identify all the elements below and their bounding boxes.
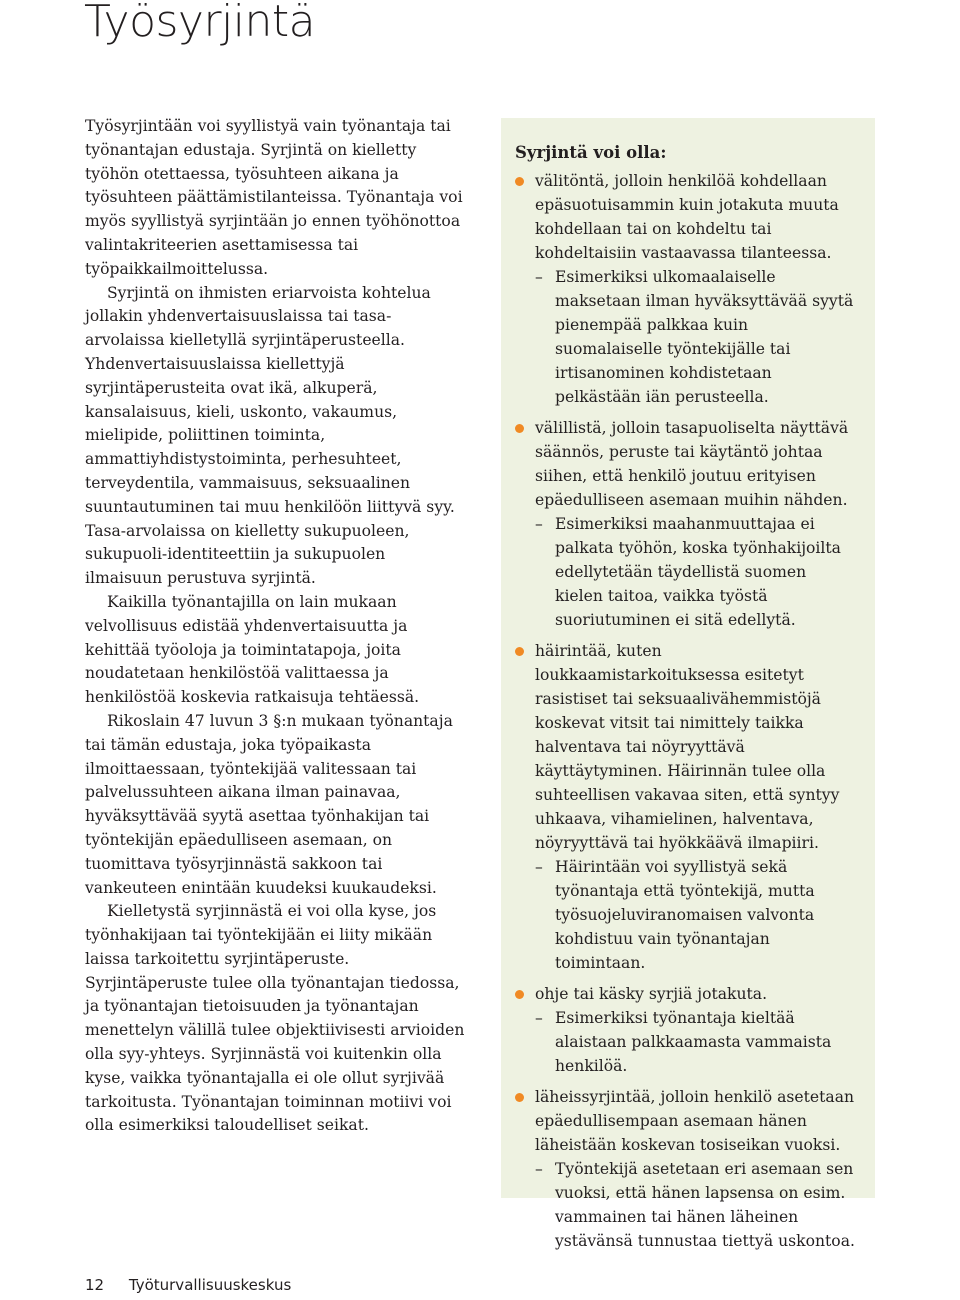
example-list [535,1006,859,1078]
example-list [535,512,859,632]
example-item [535,1157,859,1253]
example-list [535,855,859,975]
dash-icon: – [535,858,543,876]
dash-icon: – [535,1160,543,1178]
dash-icon: – [535,268,543,286]
item-text: läheissyrjintää, jolloin henkilö asetetaan epäedullisempaan asemaan hänen läheistään koskevan tosiseikan vuoksi. [535,1088,855,1154]
example-text: Häirintään voi syyllistyä sekä työnantaja että työntekijä, mutta työsuojeluviranomaisen valvonta kohdistuu vain työnantajan toimintaan. [555,858,815,972]
example-list [535,265,859,409]
example-item [535,512,859,632]
discrimination-type-item [515,639,859,975]
item-text: välillistä, jolloin tasapuoliselta näyttävä säännös, peruste tai käytäntö johtaa siihen, että henkilö joutuu erityisen epäedulliseen asemaan muihin nähden. [535,419,849,509]
example-text: Esimerkiksi työnantaja kieltää alaistaan palkkaamasta vammaista henkilöä. [555,1009,832,1075]
body-paragraph: Kielletystä syrjinnästä ei voi olla kyse, jos työnhakijaan tai työntekijään ei liity mikään laissa tarkoitettu syrjintäperuste. Syrjintäperuste tulee olla työnantajan tiedossa, ja työnantajan tietoisuuden ja työnantajan menettelyn välillä tulee objektiivisesti arvioiden olla syy-yhteys. Syrjinnästä voi kuitenkin olla kyse, vaikka työnantajalla ei ole ollut syrjivää tarkoitusta. Työnantajan toiminnan motiivi voi olla esimerkiksi taloudelliset seikat. [85,902,465,1135]
example-item [535,855,859,975]
example-item [535,265,859,409]
bullet-icon [515,647,524,656]
bullet-icon [515,1093,524,1102]
bullet-icon [515,424,524,433]
discrimination-type-item [515,169,859,409]
body-paragraph: Rikoslain 47 luvun 3 §:n mukaan työnantaja tai tämän edustaja, joka työpaikasta ilmoittaessaan, työntekijää valitessaan tai palvelussuhteen aikana ilman painavaa, hyväksyttävää syytä asettaa työnhakijan tai työntekijän epäedulliseen asemaan, on tuomittava työsyrjinnästä sakkoon tai vankeuteen enintään kuudeksi kuukaudeksi. [85,711,453,897]
body-paragraph: Työsyrjintään voi syyllistyä vain työnantaja tai työnantajan edustaja. Syrjintä on kielletty työhön otettaessa, työsuhteen aikana ja työsuhteen päättämistilanteissa. Työnantaja voi myös syyllistyä syrjintään jo ennen työhönottoa valintakriteerien asettamisessa tai työpaikkailmoittelussa. [85,117,463,278]
discrimination-type-item [515,1085,859,1253]
example-text: Työntekijä asetetaan eri asemaan sen vuoksi, että hänen lapsensa on esim. vammainen tai hänen läheinen ystävänsä tunnustaa tiettyä uskontoa. [555,1160,855,1250]
discrimination-type-item [515,982,859,1078]
publisher-name: Työturvallisuuskeskus [128,1276,292,1294]
page-footer [85,1276,291,1294]
discrimination-types-box [501,118,875,1250]
bullet-icon [515,990,524,999]
item-text: häirintää, kuten loukkaamistarkoituksessa esitetyt rasistiset tai seksuaalivähemmistöjä koskevat vitsit tai nimittely taikka halventava tai nöyryyttävä käyttäytyminen. Häirinnän tulee olla suhteellisen vakavaa siten, että syntyy uhkaava, vihamielinen, halventava, nöyryyttävä tai hyökkäävä ilmapiiri. [535,642,840,852]
dash-icon: – [535,515,543,533]
body-paragraph: Kaikilla työnantajilla on lain mukaan velvollisuus edistää yhdenvertaisuutta ja kehittää työoloja ja toimintatapoja, joita noudatetaan henkilöstöä valittaessa ja henkilöstöä koskevia ratkaisuja tehtäessä. [85,592,420,707]
example-text: Esimerkiksi ulkomaalaiselle maksetaan ilman hyväksyttävää syytä pienempää palkkaa kuin suomalaiselle työntekijälle tai irtisanominen kohdistetaan pelkästään iän perusteella. [555,268,854,406]
sidebar-heading: Syrjintä voi olla: [515,143,667,162]
example-list [535,1157,859,1253]
discrimination-type-item [515,416,859,632]
example-item [535,1006,859,1078]
dash-icon: – [535,1009,543,1027]
body-paragraph: Syrjintä on ihmisten eriarvoista kohtelua jollakin yhdenvertaisuuslaissa tai tasa-arvolaissa kielletyllä syrjintäperusteella. Yhdenvertaisuuslaissa kiellettyjä syrjintäperusteita ovat ikä, alkuperä, kansalaisuus, kieli, uskonto, vakaumus, mielipide, poliittinen toiminta, ammattiyhdistystoiminta, perhesuhteet, terveydentila, vammaisuus, seksuaalinen suuntautuminen tai muu henkilöön liittyvä syy. Tasa-arvolaissa on kielletty sukupuoleen, sukupuoli-identiteettiin ja sukupuolen ilmaisuun perustuva syrjintä. [85,283,455,588]
page-number: 12 [85,1276,105,1294]
bullet-icon [515,177,524,186]
discrimination-type-list [515,169,859,1253]
example-text: Esimerkiksi maahanmuuttajaa ei palkata työhön, koska työnhakijoilta edellytetään täydellistä suomen kielen taitoa, vaikka työstä suoriutuminen ei sitä edellytä. [555,515,841,629]
page-title: Työsyrjintä [84,0,316,47]
body-text [85,115,467,1138]
item-text: välitöntä, jolloin henkilöä kohdellaan epäsuotuisammin kuin jotakuta muuta kohdellaan tai on kohdeltu tai kohdeltaisiin vastaavassa tilanteessa. [535,172,839,262]
item-text: ohje tai käsky syrjiä jotakuta. [535,985,768,1003]
